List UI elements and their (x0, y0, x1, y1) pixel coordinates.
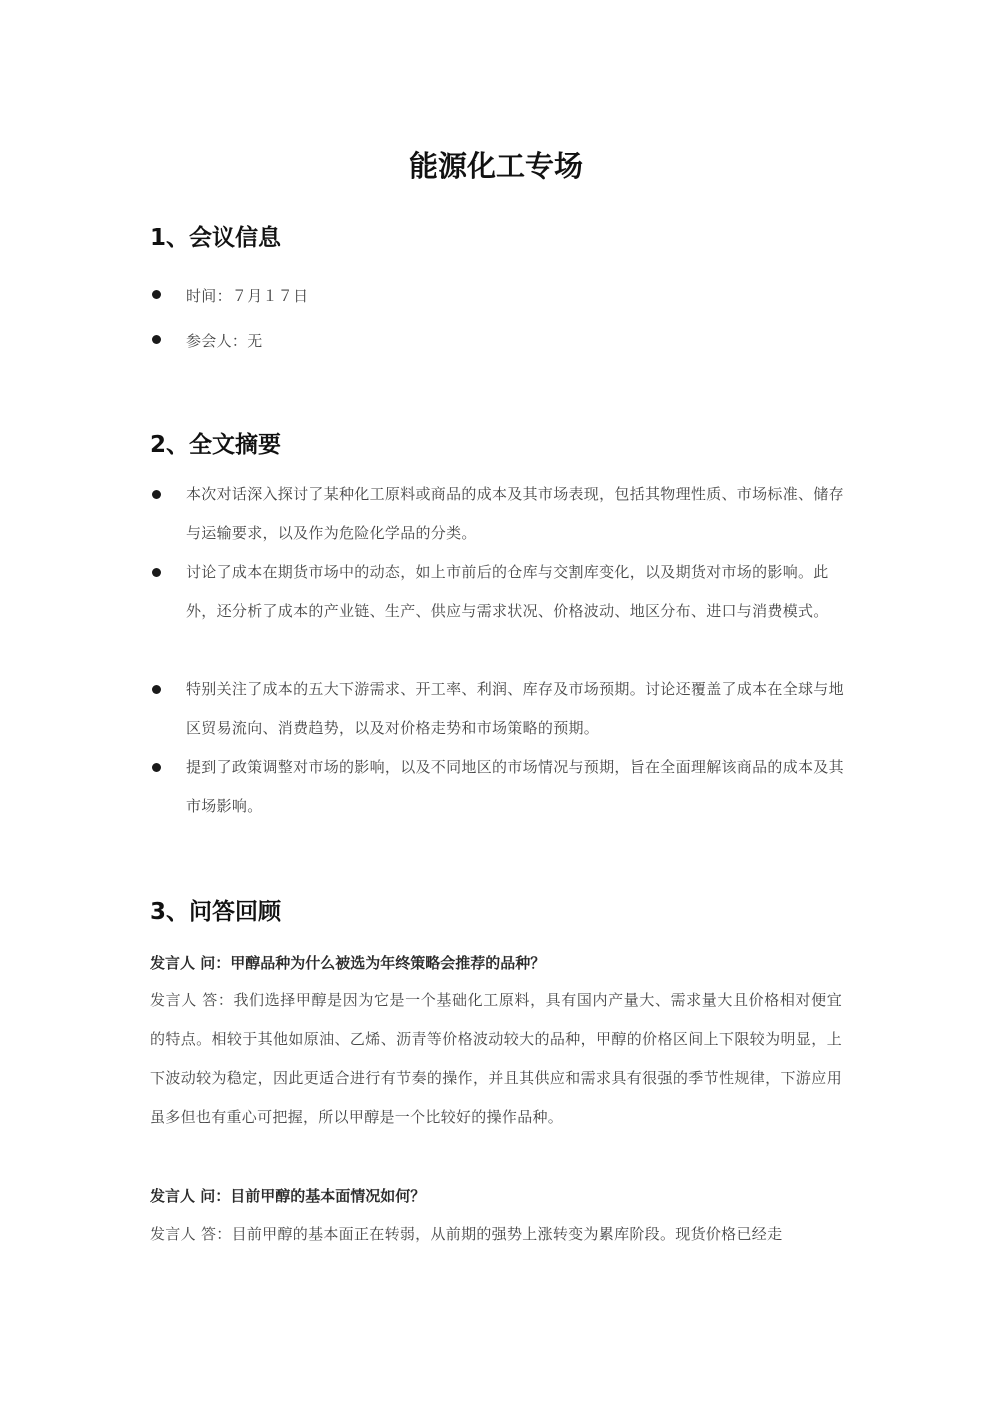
meeting-time: 时间：７月１７日 (186, 287, 309, 305)
bullet-icon (152, 763, 161, 772)
summary-paragraph: 提到了政策调整对市场的影响，以及不同地区的市场情况与预期，旨在全面理解该商品的成本及其市场影响。 (186, 758, 844, 815)
meeting-attendees: 参会人：无 (186, 332, 263, 350)
qa-answer: 发言人 答：我们选择甲醇是因为它是一个基础化工原料，具有国内产量大、需求量大且价格相对便宜的特点。相较于其他如原油、乙烯、沥青等价格波动较大的品种，甲醇的价格区间上下限较为明显，上下波动较为稳定，因此更适合进行有节奏的操作，并且其供应和需求具有很强的季节性规律，下游应用虽多但也有重心可把握，所以甲醇是一个比较好的操作品种。 (150, 991, 842, 1126)
section-heading-meeting-info: 1、会议信息 (150, 225, 282, 251)
summary-paragraph: 讨论了成本在期货市场中的动态，如上市前后的仓库与交割库变化，以及期货对市场的影响。此外，还分析了成本的产业链、生产、供应与需求状况、价格波动、地区分布、进口与消费模式。 (186, 563, 829, 620)
bullet-icon (152, 290, 161, 299)
summary-paragraph: 本次对话深入探讨了某种化工原料或商品的成本及其市场表现，包括其物理性质、市场标准、储存与运输要求，以及作为危险化学品的分类。 (186, 485, 844, 542)
bullet-icon (152, 490, 161, 499)
qa-question: 发言人 问：甲醇品种为什么被选为年终策略会推荐的品种？ (150, 954, 546, 972)
bullet-icon (152, 335, 161, 344)
bullet-icon (152, 568, 161, 577)
qa-question: 发言人 问：目前甲醇的基本面情况如何？ (150, 1187, 426, 1205)
qa-answer: 发言人 答：目前甲醇的基本面正在转弱，从前期的强势上涨转变为累库阶段。现货价格已经走 (150, 1225, 783, 1243)
document-title: 能源化工专场 (408, 149, 583, 183)
bullet-icon (152, 685, 161, 694)
section-heading-qa: 3、问答回顾 (150, 899, 282, 925)
summary-paragraph: 特别关注了成本的五大下游需求、开工率、利润、库存及市场预期。讨论还覆盖了成本在全球与地区贸易流向、消费趋势，以及对价格走势和市场策略的预期。 (186, 680, 844, 737)
section-heading-summary: 2、全文摘要 (150, 432, 282, 458)
